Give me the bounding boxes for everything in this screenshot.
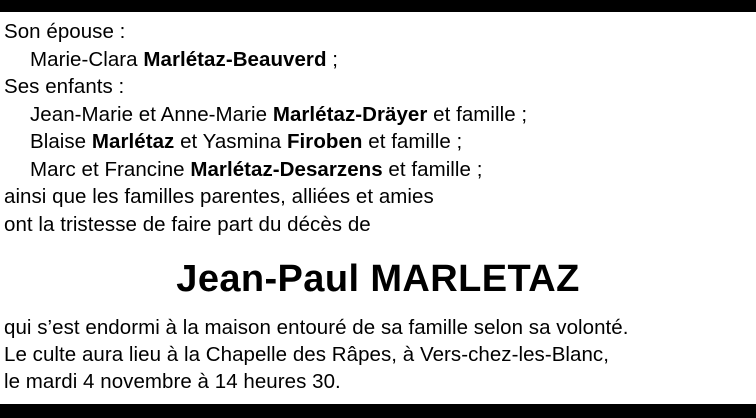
surname-suffix: -Dräyer xyxy=(355,102,428,126)
text: Son épouse : xyxy=(4,20,126,43)
text: Jean-Marie et Anne-Marie xyxy=(30,102,273,126)
notice-line-announcement xyxy=(0,211,756,239)
text-after: et famille ; xyxy=(427,102,528,126)
text-middle: et Yasmina xyxy=(174,130,287,153)
top-black-bar xyxy=(0,0,756,12)
text: Marie-Clara xyxy=(30,47,144,71)
notice-line-child-2 xyxy=(0,128,756,156)
notice-line-relatives xyxy=(0,183,756,211)
surname-suffix: -Desarzens xyxy=(272,157,383,181)
surname: Marlétaz xyxy=(91,130,175,153)
closing-line-2: Le culte aura lieu à la Chapelle des Râpes, à Vers-chez-les-Blanc, xyxy=(4,343,609,366)
text-after: ; xyxy=(326,47,339,71)
notice-line-child-3 xyxy=(0,156,756,184)
surname-second: Firoben xyxy=(286,130,363,153)
text-after: et famille ; xyxy=(362,130,463,153)
surname-suffix: -Beauverd xyxy=(225,47,327,71)
deceased-name: Jean-Paul MARLETAZ xyxy=(176,258,580,300)
surname: Marlétaz xyxy=(143,47,226,71)
text: ainsi que les familles parentes, alliées et amies xyxy=(4,185,434,208)
notice-line-child-1 xyxy=(0,101,756,129)
notice-line-children-label xyxy=(0,73,756,101)
text: Ses enfants : xyxy=(4,75,125,98)
closing-line-1: qui s’est endormi à la maison entouré de sa famille selon sa volonté. xyxy=(4,316,629,339)
surname: Marlétaz xyxy=(190,157,273,181)
bottom-black-bar xyxy=(0,404,756,418)
notice-line-spouse-label xyxy=(0,18,756,46)
closing-line-3: le mardi 4 novembre à 14 heures 30. xyxy=(4,370,341,393)
notice-body xyxy=(0,12,756,404)
text: Marc et Francine xyxy=(30,157,191,181)
text-after: et famille ; xyxy=(382,157,483,181)
text: Blaise xyxy=(30,130,92,153)
notice-line-spouse xyxy=(0,46,756,74)
closing-block xyxy=(0,314,756,395)
surname: Marlétaz xyxy=(272,102,356,126)
text: ont la tristesse de faire part du décès de xyxy=(4,212,371,236)
